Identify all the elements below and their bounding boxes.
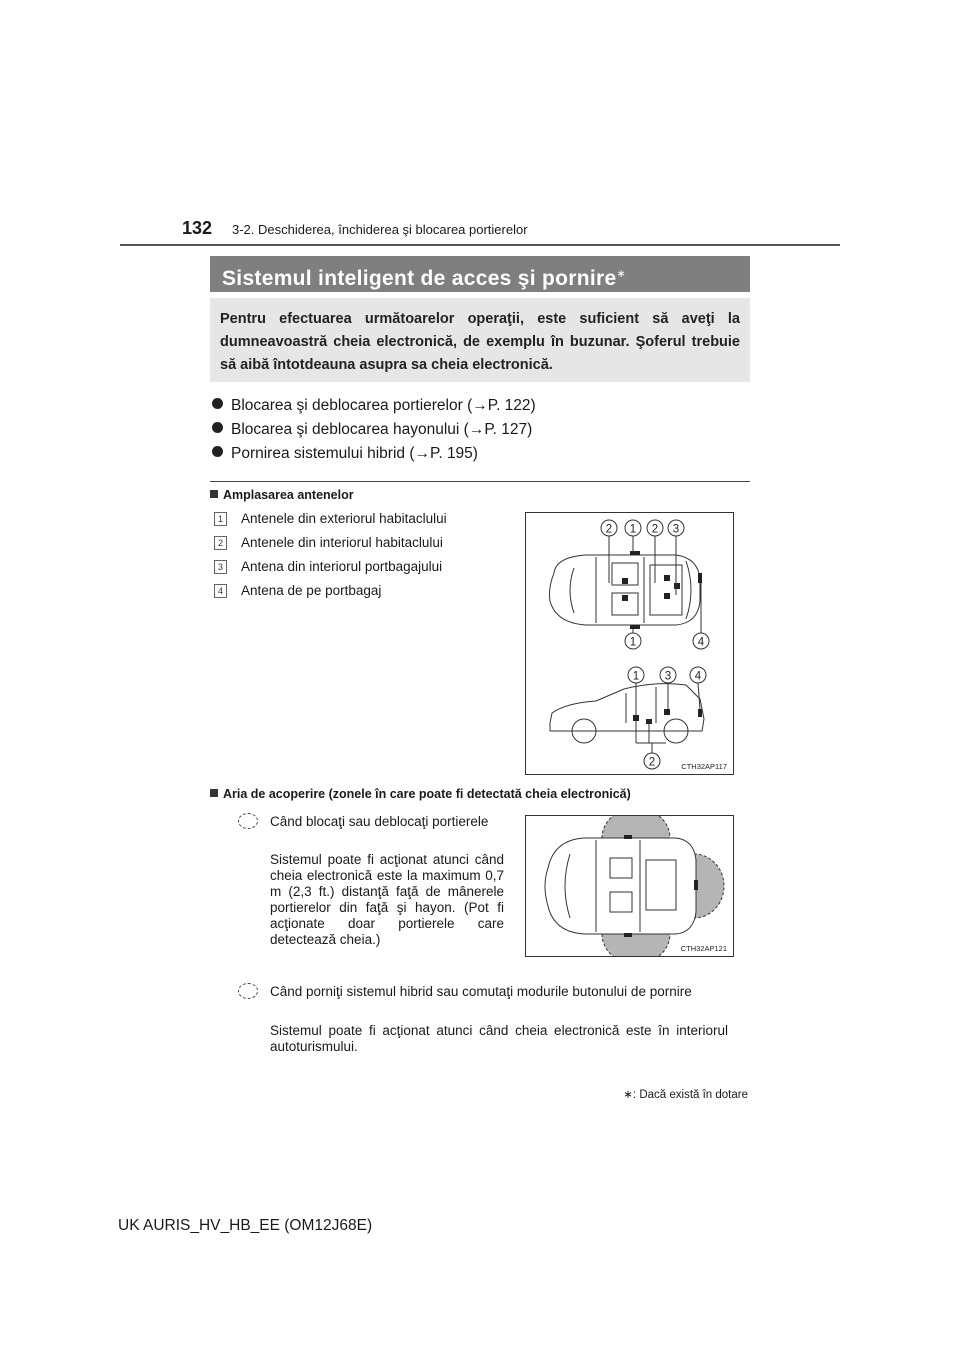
callout-label: 4 <box>697 636 705 649</box>
antenna-label: Antena din interiorul portbagajului <box>241 559 443 574</box>
car-top-view <box>550 555 701 625</box>
car-coverage-view <box>545 838 696 934</box>
bullet-icon <box>212 446 223 457</box>
leader-lines-side <box>636 683 700 753</box>
coverage-zone-2-body: Sistemul poate fi acţionat atunci când cheia electronică este în interiorul autoturismului. <box>270 1023 728 1054</box>
callout-label: 4 <box>694 670 702 683</box>
figure-code: CTH32AP121 <box>680 944 727 953</box>
callout-label: 3 <box>672 523 680 536</box>
model-code: UK AURIS_HV_HB_EE (OM12J68E) <box>118 1217 373 1234</box>
antenna-label: Antenele din interiorul habitaclului <box>241 535 443 550</box>
antenna-markers-side <box>633 709 702 724</box>
antenna-item <box>214 583 381 598</box>
square-bullet-icon <box>210 789 218 797</box>
antennas-heading <box>210 488 354 502</box>
title-text: Sistemul inteligent de acces şi pornire <box>222 267 617 290</box>
coverage-diagram <box>526 816 733 956</box>
callout-label: 1 <box>629 523 637 536</box>
zone-dashed-icon <box>238 983 258 999</box>
callout-label: 2 <box>651 523 659 536</box>
antenna-diagram <box>526 513 733 774</box>
section-header: 3-2. Deschiderea, închiderea şi blocarea portierelor <box>232 222 528 237</box>
page-title <box>210 256 750 292</box>
header-rule <box>120 244 840 246</box>
antenna-item <box>214 559 442 574</box>
antenna-item <box>214 511 447 526</box>
coverage-heading <box>210 787 631 801</box>
operation-item <box>212 445 478 463</box>
callout-label: 2 <box>605 523 613 536</box>
callout-label: 3 <box>664 670 672 683</box>
antenna-label: Antenele din exteriorul habitaclului <box>241 511 447 526</box>
antenna-number: 2 <box>214 536 227 550</box>
antenna-item <box>214 535 443 550</box>
antenna-number: 1 <box>214 512 227 526</box>
antenna-number: 4 <box>214 584 227 598</box>
antenna-figure <box>525 512 734 775</box>
operation-text: Blocarea şi deblocarea hayonului (→P. 127) <box>231 421 533 438</box>
callout-label: 1 <box>632 670 640 683</box>
antennas-heading-text: Amplasarea antenelor <box>223 488 354 502</box>
coverage-zone-1-title: Când blocaţi sau deblocaţi portierele <box>270 814 489 829</box>
page-number: 132 <box>182 218 213 238</box>
zone-dashed-icon <box>238 813 258 829</box>
intro-box: Pentru efectuarea următoarelor operaţii, este suficient să aveţi la dumneavoastră cheia electronică, de exemplu în buzunar. Şoferul trebuie să aibă întotdeauna asupra sa cheia electronică. <box>210 298 750 382</box>
coverage-heading-text: Aria de acoperire (zonele în care poate fi detectată cheia electronică) <box>223 787 631 801</box>
callout-label: 2 <box>648 756 656 769</box>
bullet-icon <box>212 422 223 433</box>
car-side-view <box>550 684 704 743</box>
coverage-figure <box>525 815 734 957</box>
section-divider <box>210 481 750 482</box>
antenna-number: 3 <box>214 560 227 574</box>
antenna-label: Antena de pe portbagaj <box>241 583 382 598</box>
operation-item <box>212 421 532 439</box>
operation-item <box>212 397 536 415</box>
square-bullet-icon <box>210 490 218 498</box>
figure-code: CTH32AP117 <box>681 762 727 771</box>
title-mark: ∗ <box>616 268 627 280</box>
bullet-icon <box>212 398 223 409</box>
callout-label: 1 <box>629 636 637 649</box>
footnote: ∗: Dacă există în dotare <box>623 1089 748 1101</box>
coverage-zone-2-title: Când porniţi sistemul hibrid sau comutaţi modurile butonului de pornire <box>270 984 692 999</box>
operation-text: Blocarea şi deblocarea portierelor (→P. 122) <box>231 397 536 414</box>
coverage-zone-1-body: Sistemul poate fi acţionat atunci când cheia electronică este la maximum 0,7 m (2,3 ft.) distanţă faţă de mânerele portierelor din faţă şi hayon. (Pot fi acţionate doar portierele care detectează cheia.) <box>270 852 504 947</box>
operation-text: Pornirea sistemului hibrid (→P. 195) <box>231 445 478 462</box>
